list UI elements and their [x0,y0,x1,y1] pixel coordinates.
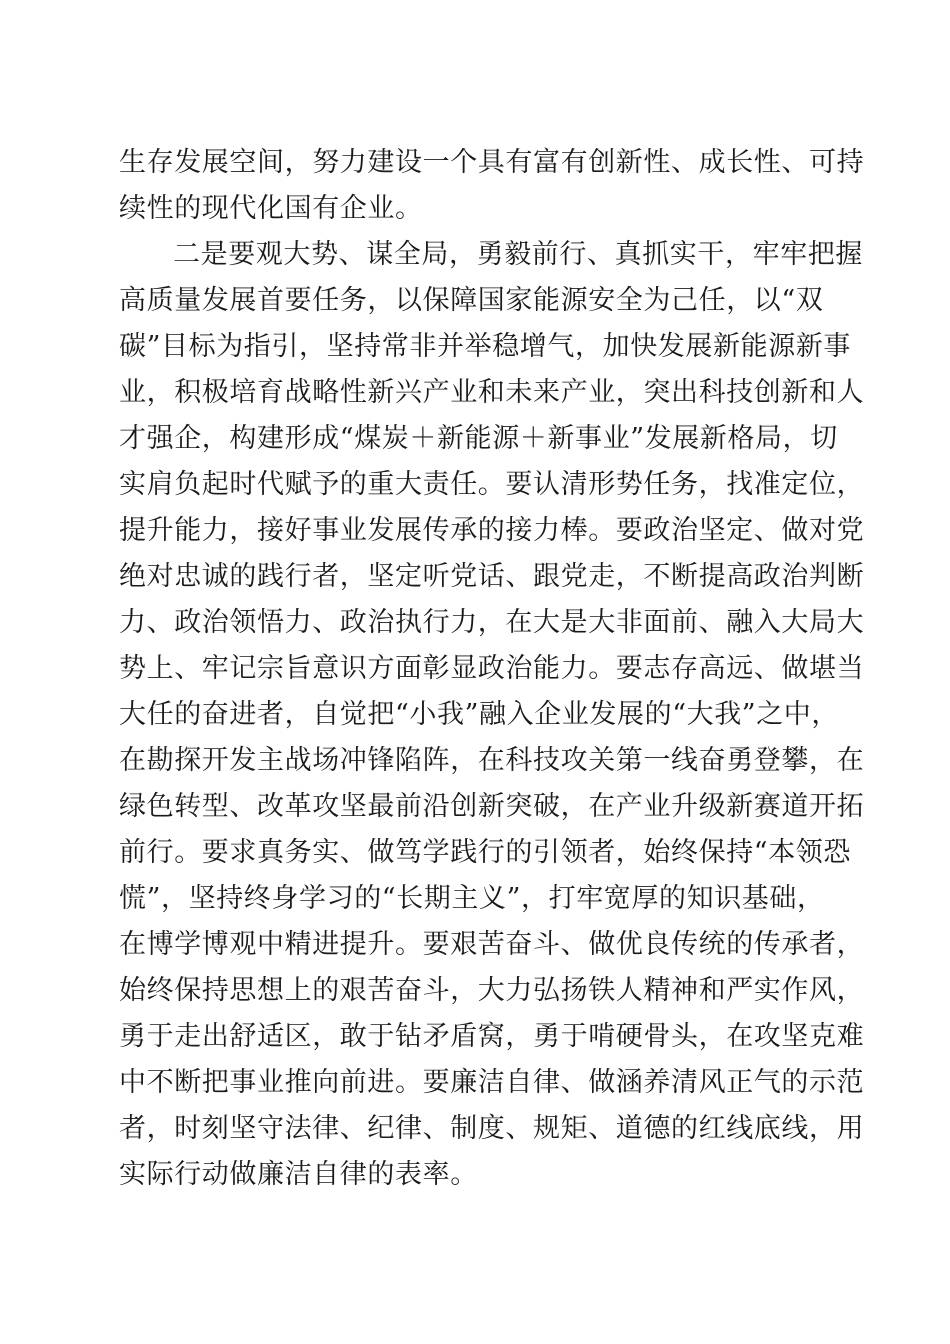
text-line: 势上、牢记宗旨意识方面彰显政治能力。要志存高远、做堪当 [119,653,865,684]
text-line: 前行。要求真务实、做笃学践行的引领者，始终保持“本领恐 [119,837,852,868]
text-line: 碳”目标为指引，坚持常非并举稳增气，加快发展新能源新事 [119,331,852,362]
text-line: 在博学博观中精进提升。要艰苦奋斗、做优良传统的传承者， [119,929,865,960]
text-line: 高质量发展首要任务，以保障国家能源安全为己任，以“双 [119,285,824,316]
text-line: 生存发展空间，努力建设一个具有富有创新性、成长性、可持 [119,147,865,178]
paragraph-start-line: 二是要观大势、谋全局，勇毅前行、真抓实干，牢牢把握 [173,239,863,270]
text-line: 绿色转型、改革攻坚最前沿创新突破，在产业升级新赛道开拓 [119,791,865,822]
text-line: 力、政治领悟力、政治执行力，在大是大非面前、融入大局大 [119,607,865,638]
text-line: 勇于走出舒适区，敢于钻矛盾窝，勇于啃硬骨头，在攻坚克难 [119,1021,865,1052]
text-line: 大任的奋进者，自觉把“小我”融入企业发展的“大我”之中， [119,699,840,730]
text-line: 提升能力，接好事业发展传承的接力棒。要政治坚定、做对党 [119,515,865,546]
text-line: 者，时刻坚守法律、纪律、制度、规矩、道德的红线底线，用 [119,1113,865,1144]
text-line: 实肩负起时代赋予的重大责任。要认清形势任务，找准定位， [119,469,865,500]
text-line: 才强企，构建形成“煤炭＋新能源＋新事业”发展新格局，切 [119,423,838,454]
text-line: 慌”，坚持终身学习的“长期主义”，打牢宽厚的知识基础， [119,883,825,914]
text-line: 中不断把事业推向前进。要廉洁自律、做涵养清风正气的示范 [119,1067,865,1098]
text-line: 绝对忠诚的践行者，坚定听党话、跟党走，不断提高政治判断 [119,561,865,592]
text-line: 在勘探开发主战场冲锋陷阵，在科技攻关第一线奋勇登攀，在 [119,745,865,776]
text-line: 始终保持思想上的艰苦奋斗，大力弘扬铁人精神和严实作风， [119,975,865,1006]
text-line: 续性的现代化国有企业。 [119,193,423,224]
text-line: 实际行动做廉洁自律的表率。 [119,1159,478,1190]
text-line: 业，积极培育战略性新兴产业和未来产业，突出科技创新和人 [119,377,865,408]
